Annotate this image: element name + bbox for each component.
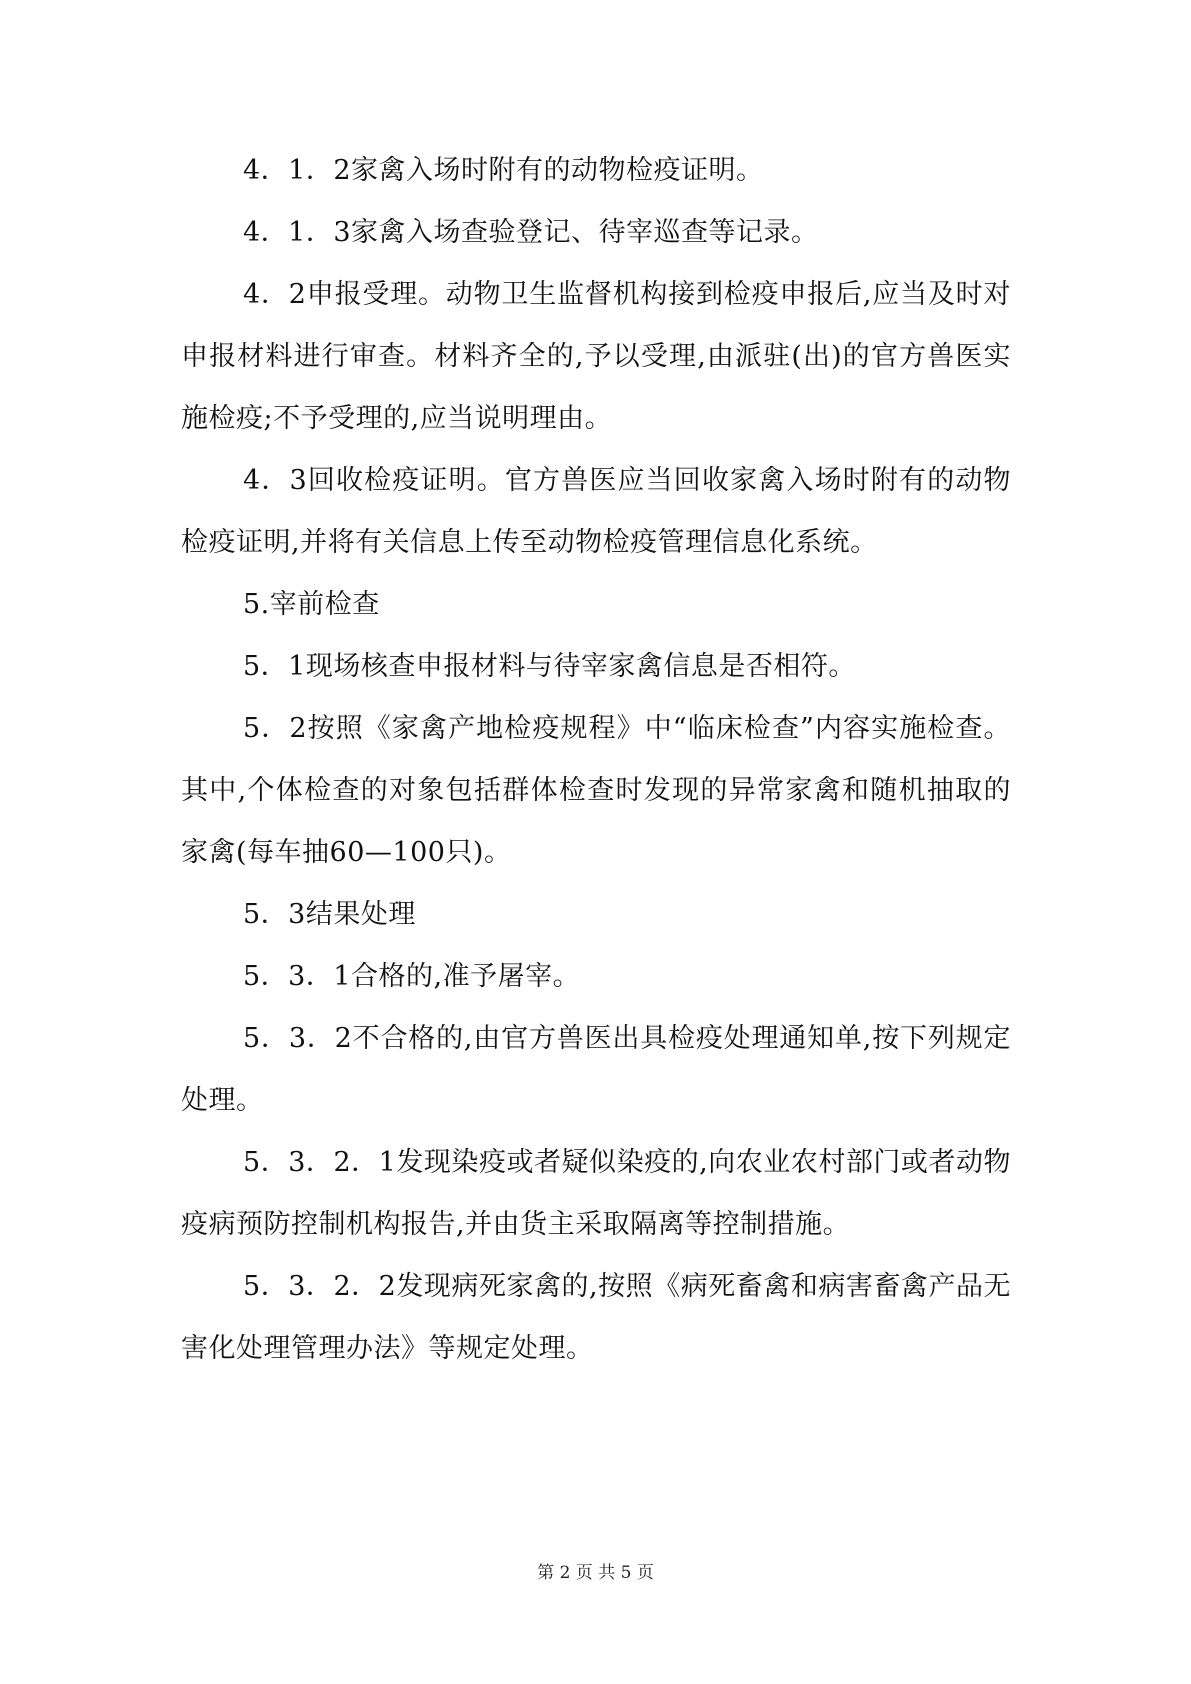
paragraph-5-1: 5．1现场核查申报材料与待宰家禽信息是否相符。 bbox=[243, 651, 856, 682]
paragraph-5-3-2-1: 5．3．2．1发现染疫或者疑似染疫的,向农业农村部门或者动物疫病预防控制机构报告,并由货主采取隔离等控制措施。 bbox=[181, 1147, 1011, 1240]
paragraph-5-3-2-2: 5．3．2．2发现病死家禽的,按照《病死畜禽和病害畜禽产品无害化处理管理办法》等规定处理。 bbox=[181, 1271, 1011, 1364]
paragraph-4-3: 4．3回收检疫证明。官方兽医应当回收家禽入场时附有的动物检疫证明,并将有关信息上传至动物检疫管理信息化系统。 bbox=[181, 465, 1011, 558]
document-body bbox=[181, 140, 1011, 1380]
paragraph-4-2: 4．2申报受理。动物卫生监督机构接到检疫申报后,应当及时对申报材料进行审查。材料齐全的,予以受理,由派驻(出)的官方兽医实施检疫;不予受理的,应当说明理由。 bbox=[181, 279, 1011, 434]
paragraph-4-1-2: 4．1．2家禽入场时附有的动物检疫证明。 bbox=[243, 155, 764, 186]
section-heading-5: 5.宰前检查 bbox=[243, 589, 380, 620]
paragraph-5-3: 5．3结果处理 bbox=[243, 899, 416, 930]
paragraph-5-2: 5．2按照《家禽产地检疫规程》中“临床检查”内容实施检查。其中,个体检查的对象包括群体检查时发现的异常家禽和随机抽取的家禽(每车抽60—100只)。 bbox=[181, 713, 1011, 868]
paragraph-5-3-1: 5．3．1合格的,准予屠宰。 bbox=[243, 961, 581, 992]
paragraph-4-1-3: 4．1．3家禽入场查验登记、待宰巡查等记录。 bbox=[243, 217, 819, 248]
paragraph-5-3-2: 5．3．2不合格的,由官方兽医出具检疫处理通知单,按下列规定处理。 bbox=[181, 1023, 1011, 1116]
page-number-footer: 第 2 页 共 5 页 bbox=[537, 1563, 654, 1583]
